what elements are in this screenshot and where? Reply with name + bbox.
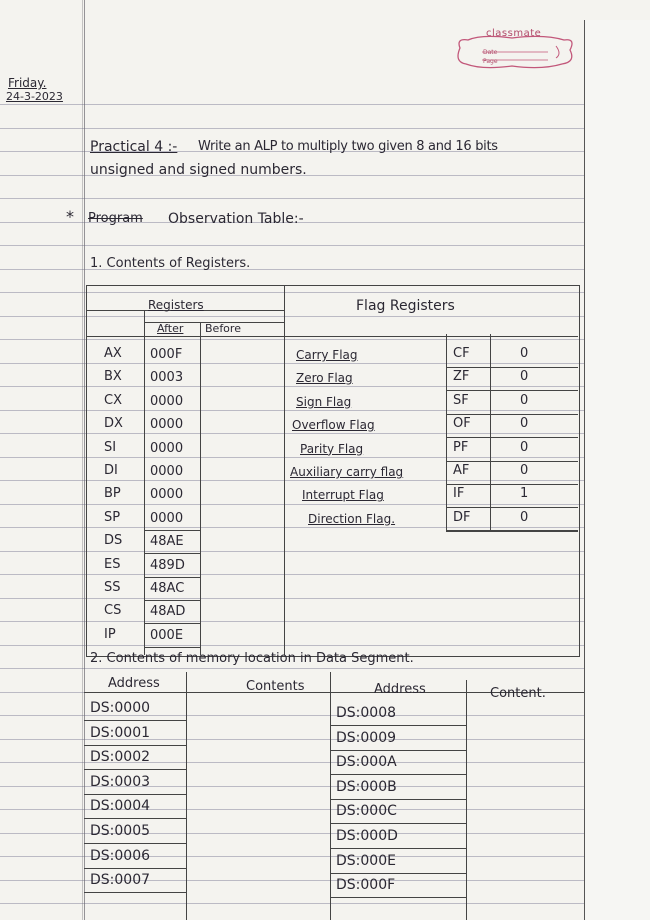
memory-address-right: DS:000D: [336, 828, 398, 844]
flag-row-line: [446, 461, 578, 462]
date: 24-3-2023: [6, 90, 63, 103]
memory-address-right: DS:000B: [336, 778, 397, 795]
flag-abbr: OF: [453, 416, 471, 432]
flag-value: 0: [520, 416, 529, 432]
memory-address-right: DS:000A: [336, 754, 397, 771]
next-page-edge: [584, 20, 650, 920]
margin-line: [84, 0, 85, 920]
memory-row-line-right: [330, 774, 466, 775]
logo-date-label: Date: [483, 49, 498, 56]
mem-col-line-2: [330, 672, 331, 920]
bullet-star: *: [66, 207, 74, 226]
memory-row-line-left: [84, 769, 186, 770]
register-row-line: [144, 623, 200, 624]
flag-name: Interrupt Flag: [302, 488, 384, 503]
mem-address-header-1: Address: [108, 676, 160, 691]
flag-name: Direction Flag.: [308, 511, 396, 526]
memory-row-line-left: [84, 720, 186, 721]
register-name: SS: [104, 580, 121, 595]
mem-col-line-3: [466, 680, 467, 920]
flag-abbr: DF: [453, 509, 471, 525]
mem-contents-header-2: Content.: [490, 686, 546, 701]
flag-row-line: [446, 507, 578, 508]
flag-row-line: [446, 414, 578, 415]
memory-row-line-right: [330, 873, 466, 874]
logo-page-label: Page: [483, 58, 498, 65]
flag-abbr: IF: [453, 486, 465, 502]
mem-col-line-1: [186, 672, 187, 920]
flag-abbr: PF: [453, 439, 469, 455]
register-name: SP: [104, 509, 121, 525]
memory-row-line-right: [330, 897, 466, 898]
flag-abbr: ZF: [453, 369, 470, 385]
register-after-value: 0003: [150, 370, 184, 386]
flag-value: 0: [520, 463, 529, 478]
register-name: DX: [104, 416, 123, 432]
flag-row-line: [446, 390, 578, 391]
flag-name: Sign Flag: [296, 394, 352, 409]
memory-address-left: DS:0003: [90, 773, 151, 790]
memory-row-line-right: [330, 750, 466, 751]
memory-address-left: DS:0006: [90, 847, 151, 864]
registers-heading: 1. Contents of Registers.: [90, 256, 251, 271]
flag-abbr: SF: [453, 392, 469, 408]
register-name: BP: [104, 486, 121, 502]
practical-title: Practical 4 :-: [90, 139, 178, 155]
register-name: DS: [104, 533, 123, 549]
register-after-value: 48AE: [150, 534, 184, 550]
register-after-value: 0000: [150, 417, 184, 433]
memory-address-right: DS:0009: [336, 729, 397, 746]
flag-value: 0: [520, 439, 529, 455]
register-name: AX: [104, 346, 122, 361]
memory-row-line-right: [330, 848, 466, 849]
register-name: IP: [104, 626, 116, 642]
memory-row-line-left: [84, 794, 186, 795]
memory-row-line-right: [330, 725, 466, 726]
register-after-value: 0000: [150, 464, 184, 479]
flag-value: 0: [520, 509, 529, 525]
memory-address-right: DS:000C: [336, 803, 397, 820]
register-after-value: 0000: [150, 393, 184, 409]
practical-line-2: unsigned and signed numbers.: [90, 162, 307, 178]
after-col-line: [200, 322, 201, 655]
flag-value-line: [490, 334, 491, 530]
flag-section-line: [284, 285, 285, 655]
memory-address-left: DS:0005: [90, 823, 151, 839]
memory-address-left: DS:0000: [90, 700, 151, 716]
memory-row-line-left: [84, 892, 186, 893]
register-row-line: [144, 553, 200, 554]
register-name: CX: [104, 392, 122, 408]
register-after-value: 000F: [150, 347, 183, 362]
memory-address-left: DS:0002: [90, 749, 151, 766]
memory-address-left: DS:0001: [90, 724, 151, 741]
memory-address-left: DS:0007: [90, 872, 151, 889]
reg-col-line: [144, 310, 145, 655]
register-after-value: 0000: [150, 440, 184, 456]
register-name: DI: [104, 463, 118, 478]
memory-row-line-left: [84, 745, 186, 746]
memory-row-line-right: [330, 823, 466, 824]
registers-title: Registers: [148, 298, 204, 312]
mem-contents-header-1: Contents: [246, 679, 305, 694]
after-header: After: [157, 322, 184, 335]
flag-row-line: [446, 437, 578, 438]
memory-address-right: DS:0008: [336, 705, 397, 721]
struck-word: Program: [88, 211, 143, 226]
flag-abbr: CF: [453, 346, 470, 361]
flag-value: 0: [520, 369, 529, 385]
flag-name: Overflow Flag: [292, 418, 375, 433]
flag-row-line: [446, 367, 578, 368]
register-name: ES: [104, 556, 121, 572]
section-heading: Observation Table:-: [168, 211, 304, 227]
register-row-line: [144, 647, 200, 648]
flag-registers-title: Flag Registers: [356, 298, 455, 314]
header-bottom-line: [86, 336, 578, 337]
flag-name: Carry Flag: [296, 348, 358, 362]
register-name: SI: [104, 439, 117, 455]
flag-name: Parity Flag: [300, 441, 364, 456]
register-name: CS: [104, 603, 122, 619]
memory-row-line-left: [84, 818, 186, 819]
flag-name: Auxiliary carry flag: [290, 465, 404, 479]
flag-abbr: AF: [453, 463, 470, 478]
memory-row-line-left: [84, 843, 186, 844]
memory-row-line-right: [330, 799, 466, 800]
logo-brand: classmate: [486, 28, 542, 39]
flag-abbr-line: [446, 334, 447, 530]
register-row-line: [144, 600, 200, 601]
flag-name: Zero Flag: [296, 371, 353, 386]
register-row-line: [144, 577, 200, 578]
memory-address-right: DS:000E: [336, 852, 396, 869]
flag-row-line: [446, 484, 578, 485]
mem-address-header-2: Address: [374, 682, 426, 697]
register-name: BX: [104, 369, 122, 385]
memory-address-left: DS:0004: [90, 798, 151, 815]
flag-value: 0: [520, 392, 529, 408]
practical-line-1: Write an ALP to multiply two given 8 and 16 bits: [198, 139, 498, 154]
memory-address-right: DS:000F: [336, 877, 396, 894]
flag-value: 1: [520, 486, 529, 502]
margin-line-2: [82, 0, 83, 920]
register-after-value: 0000: [150, 510, 184, 526]
memory-row-line-left: [84, 868, 186, 869]
memory-heading: 2. Contents of memory location in Data Segment.: [90, 651, 414, 666]
flag-row-line: [446, 531, 578, 532]
register-after-value: 0000: [150, 487, 184, 503]
date-day: Friday.: [8, 76, 47, 90]
before-header: Before: [205, 322, 241, 335]
flag-value: 0: [520, 346, 529, 361]
register-after-value: 48AC: [150, 581, 185, 596]
register-row-line: [144, 530, 200, 531]
register-after-value: 000E: [150, 627, 184, 643]
register-after-value: 48AD: [150, 604, 186, 620]
register-after-value: 489D: [150, 557, 185, 573]
